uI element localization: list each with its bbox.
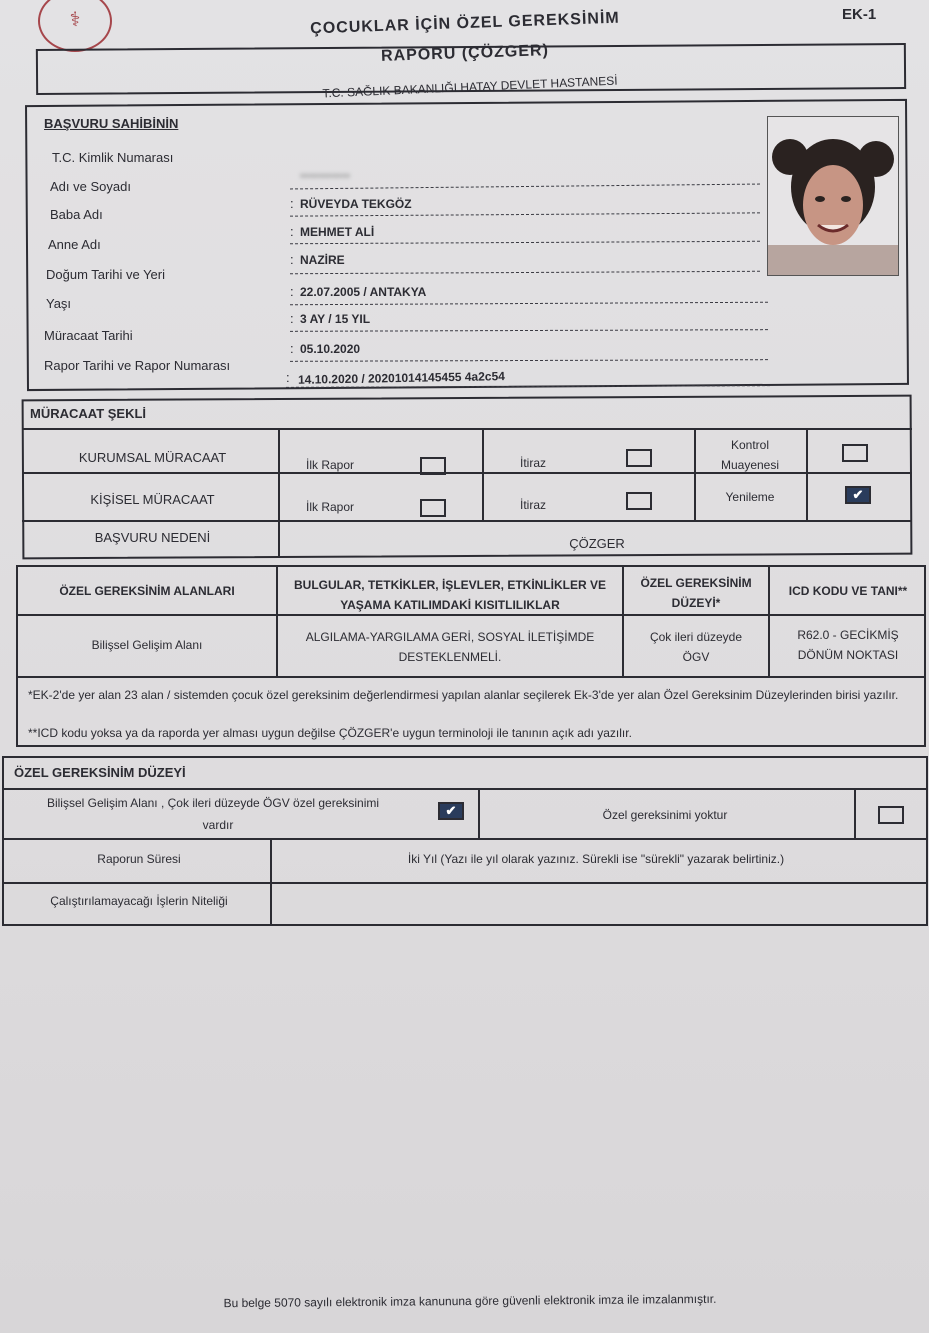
row-icd-line1: R62.0 - GECİKMİŞ: [797, 628, 899, 642]
row-findings-line1: ALGILAMA-YARGILAMA GERİ, SOSYAL İLETİŞİMDE: [305, 630, 595, 644]
level-statement-line2: vardır: [202, 818, 234, 832]
divider: [2, 882, 928, 884]
colon: :: [290, 196, 294, 211]
divider: [806, 428, 808, 522]
label-mother: Anne Adı: [48, 237, 101, 252]
ministry-logo-icon: ⚕: [38, 0, 112, 52]
divider: [2, 838, 928, 840]
personal-objection-checkbox[interactable]: [626, 492, 652, 510]
value-name: RÜVEYDA TEKGÖZ: [300, 197, 412, 211]
no-need-checkbox[interactable]: [878, 806, 904, 824]
value-mother: NAZİRE: [300, 253, 345, 267]
level-statement-line1: Bilişsel Gelişim Alanı , Çok ileri düzeyde ÖGV özel gereksinimi: [46, 796, 380, 810]
label-age: Yaşı: [46, 296, 72, 311]
application-reason-label: BAŞVURU NEDENİ: [94, 530, 211, 545]
objection-label: İtiraz: [520, 456, 547, 470]
application-reason-value: ÇÖZGER: [569, 536, 625, 551]
value-tc: •••••••••••: [300, 168, 351, 183]
value-birth: 22.07.2005 / ANTAKYA: [300, 285, 427, 299]
level-section-title: ÖZEL GEREKSİNİM DÜZEYİ: [14, 765, 186, 780]
footnote-1: *EK-2'de yer alan 23 alan / sistemden çocuk özel gereksinim değerlendirmesi yapılan alanlar seçilerek Ek-3'de yer alan Özel Gereksinim Düzeylerinden birisi yazılır.: [28, 688, 899, 702]
no-need-label: Özel gereksinimi yoktur: [602, 808, 728, 822]
renewal-label: Yenileme: [725, 490, 775, 504]
row-level-line2: ÖGV: [682, 650, 710, 664]
personal-first-report-checkbox[interactable]: [420, 499, 446, 517]
row-findings-line2: DESTEKLENMELİ.: [398, 650, 502, 664]
has-need-checkbox[interactable]: ✔: [438, 802, 464, 820]
value-father: MEHMET ALİ: [300, 225, 375, 239]
control-exam-label-line2: Muayenesi: [720, 458, 780, 472]
colon: :: [290, 252, 294, 267]
row-area: Bilişsel Gelişim Alanı: [91, 638, 203, 652]
ek-label: EK-1: [842, 6, 877, 23]
colon: :: [290, 284, 294, 299]
personal-renewal-checkbox[interactable]: ✔: [845, 486, 871, 504]
first-report-label: İlk Rapor: [306, 500, 355, 514]
report-title-line2: RAPORU (ÇÖZGER): [380, 42, 550, 65]
footnote-2: **ICD kodu yoksa ya da raporda yer alması uygun değilse ÇÖZGER'e uygun terminoloji ile tanının açık adı yazılır.: [28, 726, 632, 740]
divider: [854, 788, 856, 838]
e-signature-note: Bu belge 5070 sayılı elektronik imza kanununa göre güvenli elektronik imza ile imzalanmıştır.: [223, 1291, 717, 1311]
applicant-section-title: BAŞVURU SAHİBİNİN: [44, 116, 179, 131]
label-application-date: Müracaat Tarihi: [44, 328, 133, 343]
col-icd: ICD KODU VE TANI**: [788, 584, 908, 598]
divider: [278, 428, 280, 556]
label-birth: Doğum Tarihi ve Yeri: [46, 267, 165, 282]
value-report: 14.10.2020 / 20201014145455 4a2c54: [297, 369, 505, 387]
divider: [16, 676, 926, 678]
first-report-label: İlk Rapor: [306, 458, 355, 472]
row-level-line1: Çok ileri düzeyde: [649, 630, 743, 644]
divider: [482, 428, 484, 522]
label-report: Rapor Tarihi ve Rapor Numarası: [44, 358, 231, 373]
col-level-line2: DÜZEYİ*: [671, 596, 721, 610]
colon: :: [290, 224, 294, 239]
divider: [270, 838, 272, 926]
applicant-photo: [767, 116, 899, 276]
jobs-label: Çalıştırılamayacağı İşlerin Niteliği: [50, 894, 228, 908]
value-application-date: 05.10.2020: [300, 342, 361, 356]
duration-value: İki Yıl (Yazı ile yıl olarak yazınız. Sürekli ise "sürekli" yazarak belirtiniz.): [407, 852, 785, 866]
colon: :: [286, 370, 290, 385]
institutional-application-label: KURUMSAL MÜRACAAT: [78, 450, 227, 465]
row-icd-line2: DÖNÜM NOKTASI: [797, 648, 899, 662]
colon: :: [290, 311, 294, 326]
col-findings-line1: BULGULAR, TETKİKLER, İŞLEVLER, ETKİNLİKLER VE: [293, 578, 606, 592]
institutional-objection-checkbox[interactable]: [626, 449, 652, 467]
label-tc: T.C. Kimlik Numarası: [52, 150, 174, 165]
divider: [2, 788, 928, 790]
institutional-first-report-checkbox[interactable]: [420, 457, 446, 475]
divider: [16, 614, 926, 616]
divider: [276, 565, 278, 677]
col-findings-line2: YAŞAMA KATILIMDAKİ KISITLILIKLAR: [340, 598, 560, 612]
divider: [694, 428, 696, 522]
institutional-control-checkbox[interactable]: [842, 444, 868, 462]
control-exam-label-line1: Kontrol: [730, 438, 770, 452]
hospital-name: T.C. SAĞLIK BAKANLIĞI HATAY DEVLET HASTANESİ: [322, 73, 618, 101]
divider: [22, 520, 912, 522]
report-title-line1: ÇOCUKLAR İÇİN ÖZEL GEREKSİNİM: [309, 9, 620, 38]
col-level-line1: ÖZEL GEREKSİNİM: [640, 576, 752, 590]
duration-label: Raporun Süresi: [97, 852, 181, 866]
divider: [22, 428, 912, 430]
label-name: Adı ve Soyadı: [50, 179, 131, 194]
personal-application-label: KİŞİSEL MÜRACAAT: [90, 492, 215, 507]
col-needs-areas: ÖZEL GEREKSİNİM ALANLARI: [59, 584, 235, 598]
label-father: Baba Adı: [50, 207, 103, 222]
application-section-title: MÜRACAAT ŞEKLİ: [30, 406, 147, 421]
objection-label: İtiraz: [520, 498, 547, 512]
colon: :: [290, 341, 294, 356]
value-age: 3 AY / 15 YIL: [300, 312, 371, 326]
